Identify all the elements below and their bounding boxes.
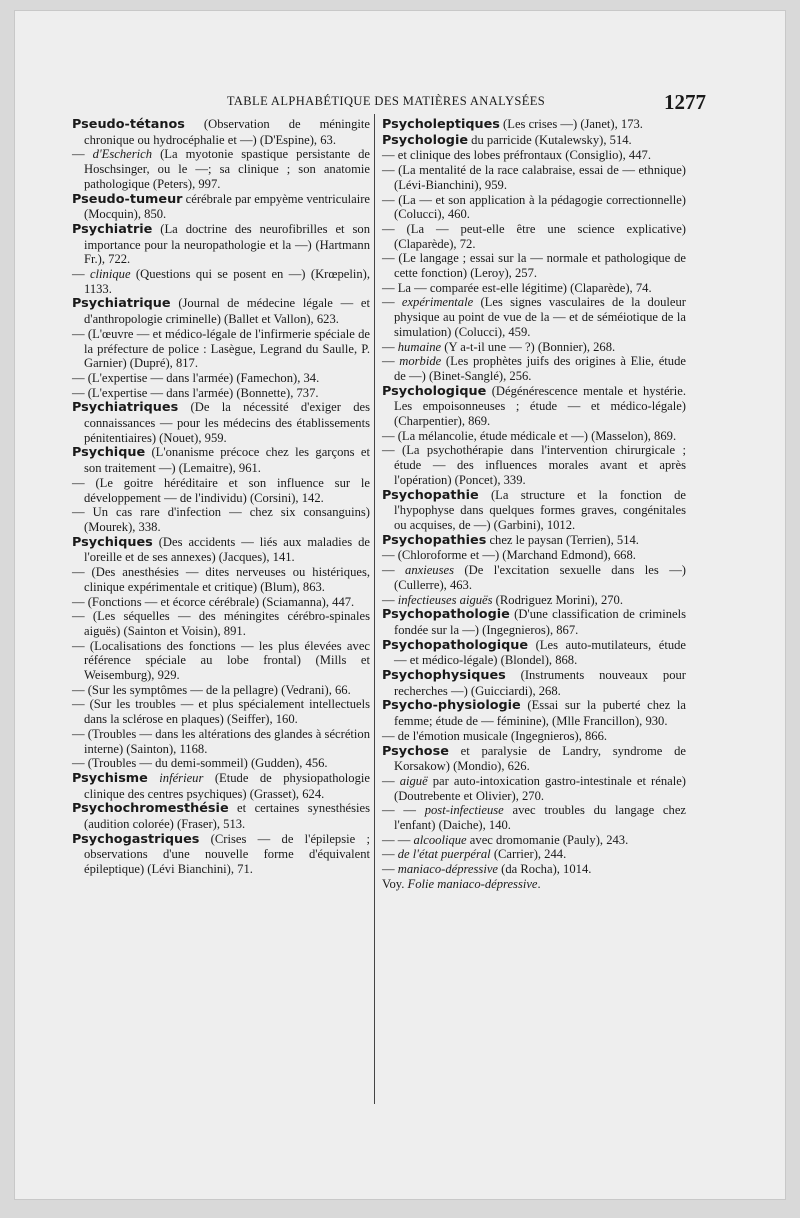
index-entry: [72, 147, 370, 191]
entry-heading: Psychiatrie: [72, 221, 153, 237]
entry-text: — (La psychothérapie dans l'intervention chirurgicale ; étude — des influences morales avant et après l'opération) (Poncet), 339.: [382, 443, 686, 487]
index-entry: [382, 803, 686, 832]
index-entry: [72, 771, 370, 801]
index-entry: [382, 148, 686, 163]
entry-text: — (Sur les symptômes — de la pellagre) (Vedrani), 66.: [72, 682, 351, 697]
entry-text: — (La — peut-elle être une science explicative) (Claparède), 72.: [382, 221, 686, 251]
entry-text: et paralysie de Landry, syndrome de Korsakow) (Mondio), 626.: [394, 743, 686, 774]
index-entry: [72, 756, 370, 771]
index-entry: [72, 445, 370, 475]
entry-heading: Psychiques: [72, 534, 153, 550]
index-entry: [72, 400, 370, 445]
entry-text: (Y a-t-il une — ?) (Bonnier), 268.: [441, 339, 616, 354]
entry-dash: —: [72, 147, 93, 162]
entry-text: (Observation de méningite chronique ou hydrocéphalie et —) (D'Espine), 63.: [84, 117, 370, 147]
entry-text: — (Troubles — du demi-sommeil) (Gudden), 456.: [72, 756, 328, 771]
index-entry: [382, 877, 686, 892]
index-entry: [382, 443, 686, 487]
index-entry: [382, 222, 686, 251]
entry-dash: —: [382, 592, 398, 607]
index-entry: [72, 832, 370, 877]
index-entry: [72, 609, 370, 638]
entry-text: — (La mélancolie, étude médicale et —) (Masselon), 869.: [382, 428, 677, 443]
entry-subheading: d'Escherich: [92, 147, 153, 162]
entry-heading: Psychiatriques: [72, 400, 179, 416]
index-entry: [72, 192, 370, 222]
index-entry: [72, 117, 370, 147]
entry-text: — (L'œuvre — et médico-légale de l'infirmerie spéciale de la préfecture de police : Lasègue, Legrand du Saulle, P. Garnier) (Dupré), 817.: [72, 326, 370, 371]
entry-subheading: morbide: [399, 354, 442, 369]
entry-text: (Les prophètes juifs des origines à Elie, étude de —) (Binet-Sanglé), 256.: [394, 354, 686, 383]
index-entry: [382, 163, 686, 192]
index-entry: [72, 222, 370, 267]
index-entry: [382, 847, 686, 862]
entry-text: — Un cas rare d'infection — chez six consanguins) (Mourek), 338.: [72, 505, 370, 534]
entry-heading: Psychique: [72, 445, 146, 461]
index-entry: [382, 833, 686, 848]
index-entry: [72, 697, 370, 726]
entry-heading: Psycho-physiologie: [382, 698, 521, 714]
right-column: [382, 117, 686, 892]
entry-text: cérébrale par empyème ventriculaire (Mocquin), 850.: [84, 191, 370, 222]
index-entry: [382, 488, 686, 533]
entry-text: — (Les séquelles — des méningites cérébro-spinales aiguës) (Sainton et Voisin), 891.: [72, 609, 370, 638]
entry-text: par auto-intoxication gastro-intestinale et rénale) (Doutrebente et Olivier), 270.: [394, 773, 686, 803]
index-entry: [382, 281, 686, 296]
index-entry: [382, 698, 686, 728]
index-entry: [382, 563, 686, 592]
entry-text: — La — comparée est-elle légitime) (Claparède), 74.: [382, 280, 652, 295]
entry-dash: — —: [382, 803, 425, 818]
index-entry: [382, 607, 686, 637]
index-entry: [382, 593, 686, 608]
entry-text: (Carrier), 244.: [490, 847, 567, 862]
index-entry: [72, 296, 370, 326]
entry-text: (Questions qui se posent en —) (Krœpelin), 1133.: [84, 267, 370, 296]
entry-text: (Les auto-mutilateurs, étude — et médico-légale) (Blondel), 868.: [394, 637, 686, 668]
index-entry: [72, 727, 370, 756]
entry-subheading: Folie maniaco-dépressive: [407, 876, 538, 891]
entry-heading: Psychopathologie: [382, 607, 510, 623]
entry-text: (De la nécessité d'exiger des connaissances — pour les médecins des établissements pénitentiaires) (Nouet), 959.: [84, 400, 370, 445]
entry-heading: Psychologie: [382, 132, 469, 148]
entry-subheading: aiguë: [399, 773, 428, 788]
index-entry: [72, 505, 370, 534]
index-entry: [72, 801, 370, 831]
index-entry: [72, 267, 370, 296]
entry-text: du parricide (Kutalewsky), 514.: [468, 132, 632, 147]
entry-subheading: expérimentale: [401, 295, 474, 310]
entry-text: avec troubles du langage chez l'enfant) (Daiche), 140.: [394, 803, 686, 833]
entry-text: — (Troubles — dans les altérations des glandes à sécrétion interne) (Sainton), 1168.: [72, 726, 370, 756]
index-entry: [72, 565, 370, 594]
entry-text: (Crises — de l'épilepsie ; observations d'une nouvelle forme d'équivalent épileptique) (Lévi Bianchini), 71.: [84, 831, 370, 877]
entry-dash: Voy.: [382, 876, 408, 891]
left-column: [72, 117, 370, 877]
index-entry: [382, 117, 686, 133]
entry-subheading: de l'état puerpéral: [397, 847, 491, 862]
entry-dash: —: [382, 847, 398, 862]
entry-text: .: [537, 876, 541, 891]
entry-dash: —: [382, 354, 400, 369]
index-entry: [72, 535, 370, 565]
entry-text: (Etude de physiopathologie clinique des centres psychiques) (Grasset), 624.: [84, 770, 370, 801]
index-entry: [382, 668, 686, 698]
index-entry: [382, 774, 686, 803]
entry-dash: —: [72, 267, 90, 282]
entry-subheading: post-infectieuse: [424, 803, 504, 818]
entry-subheading: clinique: [89, 267, 131, 282]
entry-subheading: anxieuses: [405, 563, 454, 578]
entry-subheading: alcoolique: [413, 832, 467, 847]
index-entry: [382, 729, 686, 744]
entry-text: — (Sur les troubles — et plus spécialement intellectuels dans la sclérose en plaques) (Seiffer), 160.: [72, 697, 370, 727]
entry-text: — (L'expertise — dans l'armée) (Famechon), 34.: [72, 370, 320, 385]
entry-dash: — —: [382, 832, 414, 847]
entry-text: — (L'expertise — dans l'armée) (Bonnette), 737.: [72, 385, 319, 400]
index-entry: [72, 639, 370, 683]
entry-text: (Instruments nouveaux pour recherches —) (Guicciardi), 268.: [394, 668, 686, 698]
entry-heading: Pseudo-tétanos: [72, 117, 185, 132]
header-title: TABLE ALPHABÉTIQUE DES MATIÈRES ANALYSÉES: [226, 94, 546, 108]
entry-heading: Psychologique: [382, 383, 487, 399]
entry-text: — et clinique des lobes préfrontaux (Consiglio), 447.: [382, 148, 651, 163]
entry-text: (da Rocha), 1014.: [498, 862, 592, 877]
entry-text: — (La mentalité de la race calabraise, essai de — ethnique) (Lévi-Bianchini), 959.: [382, 163, 686, 192]
index-entry: [72, 476, 370, 505]
entry-subheading: infectieuses aiguës: [397, 592, 493, 607]
entry-text: chez le paysan (Terrien), 514.: [486, 532, 639, 547]
entry-heading: Psychose: [382, 743, 449, 759]
entry-text: (La structure et la fonction de l'hypophyse dans quelques formes graves, congénitales ou acquises, de —) (Garbini), 1012.: [394, 487, 686, 532]
entry-text: (Rodriguez Morini), 270.: [492, 592, 623, 607]
entry-subheading: inférieur: [147, 770, 204, 785]
entry-subheading: humaine: [397, 339, 442, 354]
index-entry: [72, 595, 370, 610]
entry-subheading: maniaco-dépressive: [397, 862, 499, 877]
index-entry: [382, 133, 686, 149]
index-entry: [382, 744, 686, 774]
index-entry: [382, 340, 686, 355]
entry-heading: Psychopathologique: [382, 637, 529, 653]
page-number: 1277: [664, 90, 706, 114]
entry-text: et certaines synesthésies (audition colorée) (Fraser), 513.: [84, 801, 370, 832]
entry-heading: Psychogastriques: [72, 831, 200, 847]
entry-text: (La doctrine des neurofibrilles et son importance pour la neuropathologie et la —) (Hartmann Fr.), 722.: [84, 221, 370, 267]
entry-heading: Psychiatrique: [72, 296, 171, 312]
entry-text: (D'une classification de criminels fondée sur la —) (Ingegnieros), 867.: [394, 607, 686, 637]
entry-dash: —: [382, 563, 406, 578]
entry-heading: Psycholeptiques: [382, 117, 500, 132]
entry-text: avec dromomanie (Pauly), 243.: [466, 832, 629, 847]
index-entry: [382, 384, 686, 429]
entry-heading: Pseudo-tumeur: [72, 191, 183, 207]
entry-heading: Psychisme: [72, 770, 148, 786]
index-entry: [382, 533, 686, 549]
entry-dash: —: [382, 295, 402, 310]
entry-text: — (Localisations des fonctions — les plus élevées avec référence spéciale au lobe frontal) (Mills et Weisemburg), 929.: [72, 638, 370, 683]
entry-text: — (La — et son application à la pédagogie correctionnelle) (Colucci), 460.: [382, 192, 686, 222]
entry-text: — (Chloroforme et —) (Marchand Edmond), 668.: [382, 548, 636, 563]
entry-dash: —: [382, 862, 398, 877]
entry-text: (Les signes vasculaires de la douleur physique au point de vue de la — et de séméiotique de la simulation) (Colucci), 459.: [394, 295, 686, 339]
entry-text: (De l'excitation sexuelle dans les —) (Cullerre), 463.: [394, 563, 686, 592]
index-entry: [382, 638, 686, 668]
index-entry: [382, 354, 686, 383]
index-entry: [382, 862, 686, 877]
index-entry: [382, 193, 686, 222]
entry-text: — de l'émotion musicale (Ingegnieros), 866.: [382, 728, 608, 743]
index-entry: [72, 371, 370, 386]
index-entry: [382, 429, 686, 444]
entry-text: (Essai sur la puberté chez la femme; étude de — féminine), (Mlle Francillon), 930.: [394, 698, 686, 729]
index-entry: [382, 548, 686, 563]
entry-dash: —: [382, 773, 400, 788]
index-entry: [382, 251, 686, 280]
entry-text: (Les crises —) (Janet), 173.: [499, 117, 643, 131]
entry-text: — (Le goitre héréditaire et son influence sur le développement — de l'individu) (Corsini), 142.: [72, 475, 370, 505]
entry-heading: Psychochromesthésie: [72, 801, 229, 817]
entry-text: — (Des anesthésies — dites nerveuses ou histériques, clinique expérimentale et critique) (Blum), 863.: [72, 565, 370, 594]
entry-dash: —: [382, 339, 398, 354]
entry-heading: Psychopathie: [382, 487, 479, 503]
entry-text: (La myotonie spastique persistante de Hoschsinger, ou le —; sa clinique ; son anatomie pathologique (Peters), 997.: [84, 147, 370, 191]
index-entry: [72, 327, 370, 371]
entry-text: — (Fonctions — et écorce cérébrale) (Sciamanna), 447.: [72, 594, 355, 609]
entry-text: — (Le langage ; essai sur la — normale et pathologique de cette fonction) (Leroy), 257.: [382, 251, 686, 281]
entry-text: (Des accidents — liés aux maladies de l'oreille et de ses annexes) (Jacques), 141.: [84, 534, 370, 565]
entry-heading: Psychopathies: [382, 532, 487, 548]
entry-text: (Journal de médecine légale — et d'anthropologie criminelle) (Ballet et Vallon), 623.: [84, 296, 370, 327]
index-entry: [72, 683, 370, 698]
entry-text: (Dégénérescence mentale et hystérie. Les empoisonneuses ; étude — et médico-légale) (Charpentier), 869.: [394, 383, 686, 429]
column-divider: [374, 114, 375, 1104]
entry-heading: Psychophysiques: [382, 668, 506, 684]
index-entry: [72, 386, 370, 401]
index-entry: [382, 295, 686, 339]
entry-text: (L'onanisme précoce chez les garçons et son traitement —) (Lemaitre), 961.: [84, 445, 370, 476]
